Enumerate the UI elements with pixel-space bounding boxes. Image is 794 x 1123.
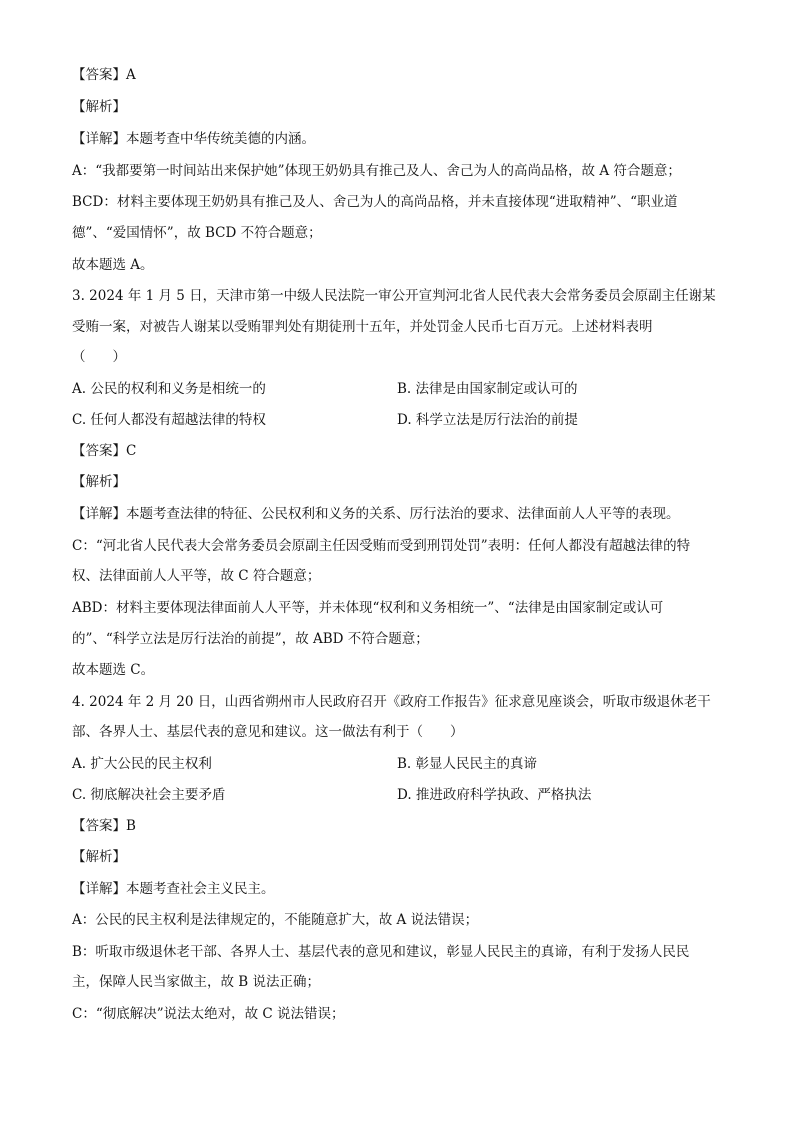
conclusion-line: 故本题选 C。 [72,662,155,678]
explanation-line: A：“我都要第一时间站出来保护她”体现王奶奶具有推己及人、舍己为人的高尚品格，故 A 符合题意； [72,163,681,179]
analysis-heading: 【解析】 [72,849,126,865]
option-d: D. 推进政府科学执政、严格执法 [397,787,592,803]
answer-line: 【答案】C [72,443,137,459]
option-c: C. 彻底解决社会主要矛盾 [72,787,226,803]
explanation-line: A：公民的民主权利是法律规定的，不能随意扩大，故 A 说法错误； [72,912,479,928]
question-stem: 部、各界人士、基层代表的意见和建议。这一做法有利于（ ） [72,724,464,740]
answer-line: 【答案】B [72,818,136,834]
option-d: D. 科学立法是厉行法治的前提 [397,412,578,428]
analysis-heading: 【解析】 [72,99,126,115]
conclusion-line: 故本题选 A。 [72,257,154,273]
option-a: A. 公民的权利和义务是相统一的 [72,381,266,397]
explanation-line: 权、法律面前人人平等，故 C 符合题意； [72,568,321,584]
explanation-line: BCD：材料主要体现王奶奶具有推己及人、舍己为人的高尚品格，并未直接体现“进取精神”、“职业道 [72,194,678,210]
detail-line: 【详解】本题考查中华传统美德的内涵。 [72,131,315,147]
explanation-line: 的”、“科学立法是厉行法治的前提”，故 ABD 不符合题意； [72,631,429,647]
question-stem: 4. 2024 年 2 月 20 日，山西省朔州市人民政府召开《政府工作报告》征求意见座谈会，听取市级退休老干 [72,694,711,710]
analysis-heading: 【解析】 [72,474,126,490]
question-stem: 3. 2024 年 1 月 5 日，天津市第一中级人民法院一审公开宣判河北省人民代表大会常务委员会原副主任谢某 [72,288,716,304]
option-a: A. 扩大公民的民主权利 [72,756,212,772]
explanation-line: 主，保障人民当家做主，故 B 说法正确； [72,974,321,990]
explanation-line: ABD：材料主要体现法律面前人人平等，并未体现“权利和义务相统一”、“法律是由国家制定或认可 [72,600,664,616]
answer-blank: （ ） [72,349,126,365]
explanation-line: B：听取市级退休老干部、各界人士、基层代表的意见和建议，彰显人民民主的真谛，有利于发扬人民民 [72,944,690,960]
answer-line: 【答案】A [72,67,136,83]
option-c: C. 任何人都没有超越法律的特权 [72,412,266,428]
explanation-line: C：“河北省人民代表大会常务委员会原副主任因受贿而受到刑罚处罚”表明：任何人都没有超越法律的特 [72,538,691,554]
question-stem: 受贿一案，对被告人谢某以受贿罪判处有期徒刑十五年，并处罚金人民币七百万元。上述材料表明 [72,319,653,335]
explanation-line: C：“彻底解决”说法太绝对，故 C 说法错误； [72,1006,345,1022]
detail-line: 【详解】本题考查法律的特征、公民权利和义务的关系、厉行法治的要求、法律面前人人平等的表现。 [72,506,680,522]
option-b: B. 法律是由国家制定或认可的 [397,381,578,397]
explanation-line: 德”、“爱国情怀”，故 BCD 不符合题意； [72,225,322,241]
option-b: B. 彰显人民民主的真谛 [397,756,538,772]
detail-line: 【详解】本题考查社会主义民主。 [72,881,275,897]
